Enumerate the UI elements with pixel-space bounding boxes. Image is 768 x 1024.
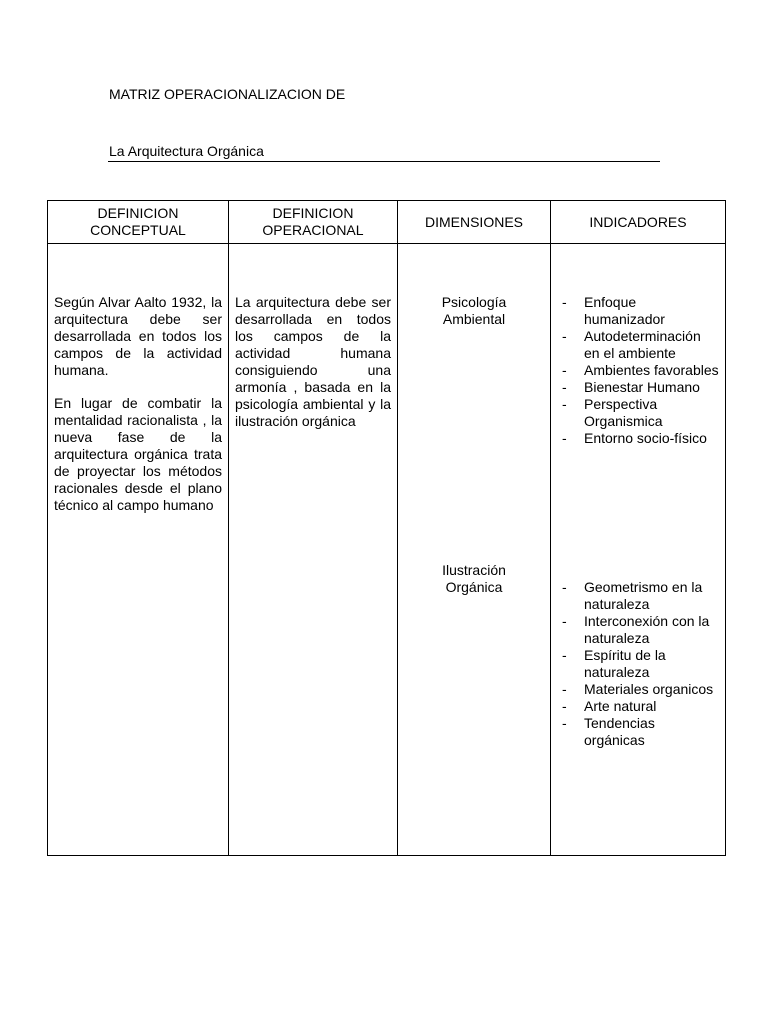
dash-bullet: - xyxy=(562,579,567,595)
cell-definicion-conceptual xyxy=(48,244,229,856)
indicator-list-ilustracion xyxy=(559,579,719,749)
header-dimensiones: DIMENSIONES xyxy=(398,201,551,244)
dash-bullet: - xyxy=(562,396,567,412)
cell-definicion-operacional xyxy=(229,244,398,856)
dimension-line: Psicología xyxy=(441,294,507,310)
indicator-text: Espíritu de la naturaleza xyxy=(584,647,666,680)
dash-bullet: - xyxy=(562,328,567,344)
dimension-line: Ambiental xyxy=(442,311,506,327)
indicator-item xyxy=(559,430,719,447)
cell-indicadores xyxy=(551,244,726,856)
subtitle-underline xyxy=(108,161,660,162)
indicator-item xyxy=(559,294,719,328)
header-indicadores: INDICADORES xyxy=(551,201,726,244)
indicator-text: Materiales organicos xyxy=(584,681,714,697)
dash-bullet: - xyxy=(562,379,567,395)
dash-bullet: - xyxy=(562,698,567,714)
indicator-item xyxy=(559,579,719,613)
dimension-line: Orgánica xyxy=(445,579,503,595)
indicator-text: Bienestar Humano xyxy=(584,379,700,395)
indicator-item xyxy=(559,396,719,430)
conceptual-paragraph: Según Alvar Aalto 1932, la arquitectura debe ser desarrollada en todos los campos de la actividad humana. xyxy=(54,294,222,378)
indicator-item xyxy=(559,362,719,379)
indicator-item xyxy=(559,328,719,362)
header-definicion-operacional xyxy=(229,201,398,244)
header-line: DEFINICION xyxy=(97,205,179,221)
indicator-text: Ambientes favorables xyxy=(584,362,719,378)
header-line: CONCEPTUAL xyxy=(90,222,186,238)
dimension-line: Ilustración xyxy=(442,562,506,578)
indicator-item xyxy=(559,379,719,396)
indicator-item xyxy=(559,647,719,681)
header-line: OPERACIONAL xyxy=(262,222,364,238)
conceptual-paragraph: En lugar de combatir la mentalidad racionalista , la nueva fase de la arquitectura orgánica trata de proyectar los métodos racionales desde el plano técnico al campo humano xyxy=(54,395,222,513)
indicator-text: Autodeterminación en el ambiente xyxy=(584,328,701,361)
indicator-text: Geometrismo en la naturaleza xyxy=(584,579,703,612)
indicator-list-psicologia xyxy=(559,294,719,447)
dimension-ilustracion-organica xyxy=(398,562,550,596)
indicator-item xyxy=(559,613,719,647)
indicator-item xyxy=(559,715,719,749)
dash-bullet: - xyxy=(562,430,567,446)
indicator-text: Tendencias orgánicas xyxy=(584,715,655,748)
indicator-text: Interconexión con la naturaleza xyxy=(584,613,710,646)
dash-bullet: - xyxy=(562,715,567,731)
indicator-item xyxy=(559,698,719,715)
conceptual-text xyxy=(48,244,228,514)
dash-bullet: - xyxy=(562,294,567,310)
indicator-text: Enfoque humanizador xyxy=(584,294,665,327)
indicator-text: Arte natural xyxy=(584,698,657,714)
header-row xyxy=(48,201,726,244)
header-line: DEFINICION xyxy=(272,205,354,221)
body-row xyxy=(48,244,726,856)
indicator-text: Perspectiva Organismica xyxy=(584,396,663,429)
document-title: MATRIZ OPERACIONALIZACION DE xyxy=(109,86,346,102)
dash-bullet: - xyxy=(562,613,567,629)
dash-bullet: - xyxy=(562,681,567,697)
header-definicion-conceptual xyxy=(48,201,229,244)
operacional-text: La arquitectura debe ser desarrollada en todos los campos de la actividad humana consiguiendo una armonía , basada en la psicología ambiental y la ilustración orgánica xyxy=(235,294,391,429)
dash-bullet: - xyxy=(562,647,567,663)
document-subtitle: La Arquitectura Orgánica xyxy=(109,143,264,159)
cell-dimensiones xyxy=(398,244,551,856)
indicator-text: Entorno socio-físico xyxy=(584,430,707,446)
dash-bullet: - xyxy=(562,362,567,378)
operationalization-matrix xyxy=(47,200,726,856)
dimension-psicologia-ambiental xyxy=(398,294,550,328)
indicator-item xyxy=(559,681,719,698)
